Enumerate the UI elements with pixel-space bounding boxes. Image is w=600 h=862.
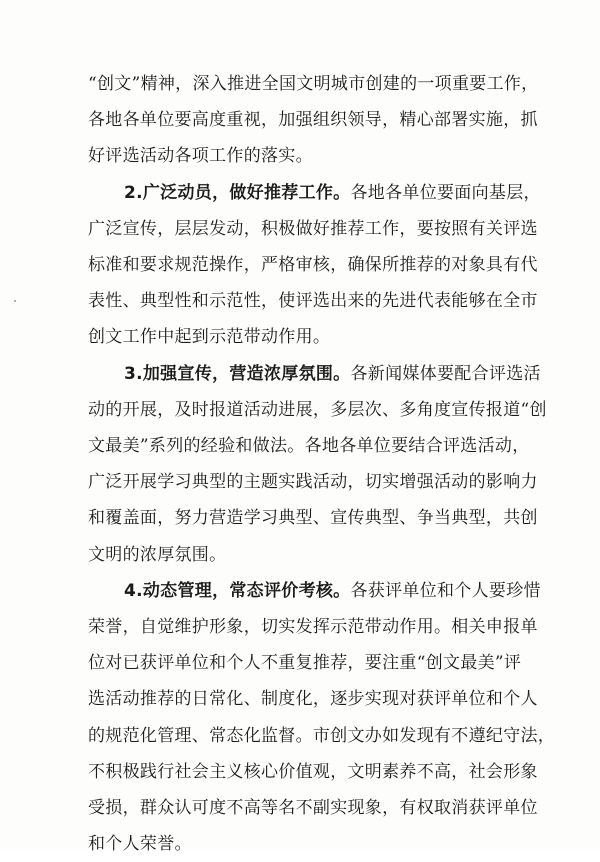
text-run: 各地各单位要面向基层， (350, 182, 541, 203)
text-line (88, 175, 558, 211)
paragraph-continuation (88, 66, 558, 175)
text-line: 广泛宣传，层层发动，积极做好推荐工作，要按照有关评选 (88, 218, 538, 239)
section-heading: 2.广泛动员，做好推荐工作。 (124, 182, 351, 203)
text-line: 标准和要求规范操作，严格审核，确保所推荐的对象具有代 (88, 255, 538, 276)
text-line: 各地各单位要高度重视，加强组织领导，精心部署实施，抓 (88, 110, 538, 131)
scan-speck (14, 300, 16, 302)
text-line: 位对已获评单位和个人不重复推荐，要注重“创文最美”评 (88, 653, 522, 674)
text-line: “创文”精神，深入推进全国文明城市创建的一项重要工作， (88, 74, 539, 94)
text-line: 和覆盖面，努力营造学习典型、宣传典型、争当典型，共创 (88, 508, 538, 529)
text-line: 的规范化管理、常态化监督。市创文办如发现有不遵纪守法， (88, 725, 556, 746)
text-line: 创文工作中起到示范带动作用。 (88, 327, 331, 348)
document-body (88, 66, 558, 862)
paragraph-publicity (88, 356, 558, 573)
text-line (88, 573, 558, 609)
text-run: 各获评单位和个人要珍惜 (350, 580, 541, 601)
section-heading: 4.动态管理，常态评价考核。 (124, 580, 351, 601)
text-line: 受损，群众认可度不高等名不副实现象，有权取消获评单位 (88, 798, 538, 819)
text-line (88, 356, 558, 392)
text-line: 动的开展，及时报道活动进展，多层次、多角度宣传报道“创 (88, 399, 547, 420)
text-line: 广泛开展学习典型的主题实践活动，切实增强活动的影响力 (88, 472, 538, 493)
text-line: 荣誉，自觉维护形象，切实发挥示范带动作用。相关申报单 (88, 617, 538, 638)
text-line: 文明的浓厚氛围。 (88, 544, 227, 565)
text-line: 表性、典型性和示范性，使评选出来的先进代表能够在全市 (88, 291, 538, 312)
section-heading: 3.加强宣传，营造浓厚氛围。 (124, 363, 351, 384)
paragraph-mobilize (88, 175, 558, 356)
text-line: 选活动推荐的日常化、制度化，逐步实现对获评单位和个人 (88, 689, 538, 710)
text-line: 不积极践行社会主义核心价值观，文明素养不高，社会形象 (88, 761, 538, 782)
text-line: 文最美”系列的经验和做法。各地各单位要结合评选活动， (88, 436, 530, 457)
text-line: 好评选活动各项工作的落实。 (88, 146, 313, 167)
text-line: 和个人荣誉。 (88, 834, 192, 855)
paragraph-management (88, 573, 558, 862)
text-run: 各新闻媒体要配合评选活 (350, 363, 541, 384)
